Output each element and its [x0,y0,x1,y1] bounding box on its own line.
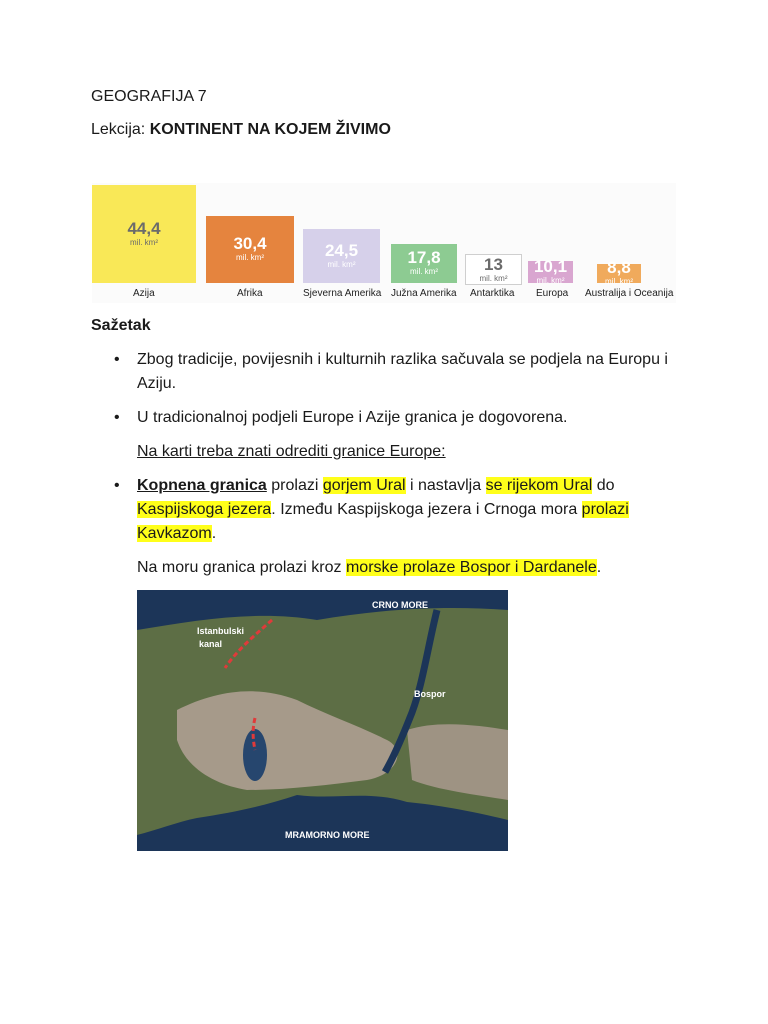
text-run: . [211,525,217,542]
bullet-land-border [137,474,669,546]
chart-category-label: Australija i Oceanija [585,288,674,299]
map-label-bosphorus: Bospor [414,689,446,699]
map-label-canal-1: Istanbulski [197,626,245,636]
chart-bar-6 [597,258,641,287]
chart-unit-label: mil. km² [410,267,438,277]
subject-title: GEOGRAFIJA 7 [91,88,207,105]
chart-bar-5 [528,256,573,285]
chart-unit-label: mil. km² [236,253,264,263]
map-label-canal-2: kanal [199,639,223,649]
chart-unit-label: mil. km² [605,277,633,287]
text-run: prolazi [266,477,323,494]
chart-unit-label: mil. km² [536,275,565,285]
map-label-black-sea: CRNO MORE [372,600,428,610]
chart-value-label: 30,4 [233,234,267,254]
chart-category-label: Europa [536,288,569,299]
chart-unit-label: mil. km² [479,273,508,283]
chart-category-label: Azija [133,288,155,299]
sea-border-text [137,556,677,580]
bullet-tradition: Zbog tradicije, povijesnih i kulturnih razlika sačuvala se podjela na Europu i Aziju. [137,351,668,392]
chart-value-label: 10,1 [533,256,568,276]
highlight-caspian: Kaspijskoga jezera [137,501,272,518]
chart-category-label: Afrika [237,288,263,299]
lesson-title: KONTINENT NA KOJEM ŽIVIMO [149,121,391,138]
bullet-marker: • [114,409,120,426]
chart-category-label: Južna Amerika [391,288,457,299]
chart-value-label: 44,4 [127,219,161,238]
text-run: . [596,559,602,576]
chart-value-label: 8,8 [607,258,631,278]
chart-bar-0 [92,185,196,283]
land-border-term: Kopnena granica [137,477,267,494]
highlight-ural-mountains: gorjem Ural [322,477,406,494]
highlight-caucasus: prolazi Kavkazom [137,501,629,542]
highlight-ural-river: se rijekom Ural [485,477,593,494]
chart-bar-3 [391,244,457,283]
continent-area-chart [92,183,676,303]
bullet-marker: • [114,351,120,368]
map-label-marmara: MRAMORNO MORE [285,830,370,840]
chart-value-label: 24,5 [324,240,359,260]
text-run: do [592,477,615,494]
chart-bar-2 [303,229,380,283]
text-run: . Između Kaspijskoga jezera i Crnoga mora [271,501,582,518]
summary-heading: Sažetak [91,317,151,334]
chart-unit-label: mil. km² [130,238,158,247]
chart-unit-label: mil. km² [327,259,356,269]
bullet-border-agreed: U tradicionalnoj podjeli Europe i Azije granica je dogovorena. [137,409,568,426]
bullet-marker: • [114,477,120,494]
lesson-prefix: Lekcija: [91,121,150,138]
map-instruction [137,440,677,464]
map-lake [243,729,267,781]
highlight-straits: morske prolaze Bospor i Dardanele [345,559,597,576]
chart-value-label: 13 [484,254,503,274]
text-run: i nastavlja [405,477,486,494]
chart-bar-4 [465,254,522,285]
chart-category-label: Antarktika [470,288,515,299]
map-instruction-text: Na karti treba znati odrediti granice Europe: [137,443,446,460]
lesson-line [91,118,391,142]
chart-category-label: Sjeverna Amerika [303,288,382,299]
chart-value-label: 17,8 [407,248,441,268]
istanbul-satellite-map [137,590,508,851]
text-run: Na moru granica prolazi kroz [137,559,346,576]
chart-bar-1 [206,216,294,283]
